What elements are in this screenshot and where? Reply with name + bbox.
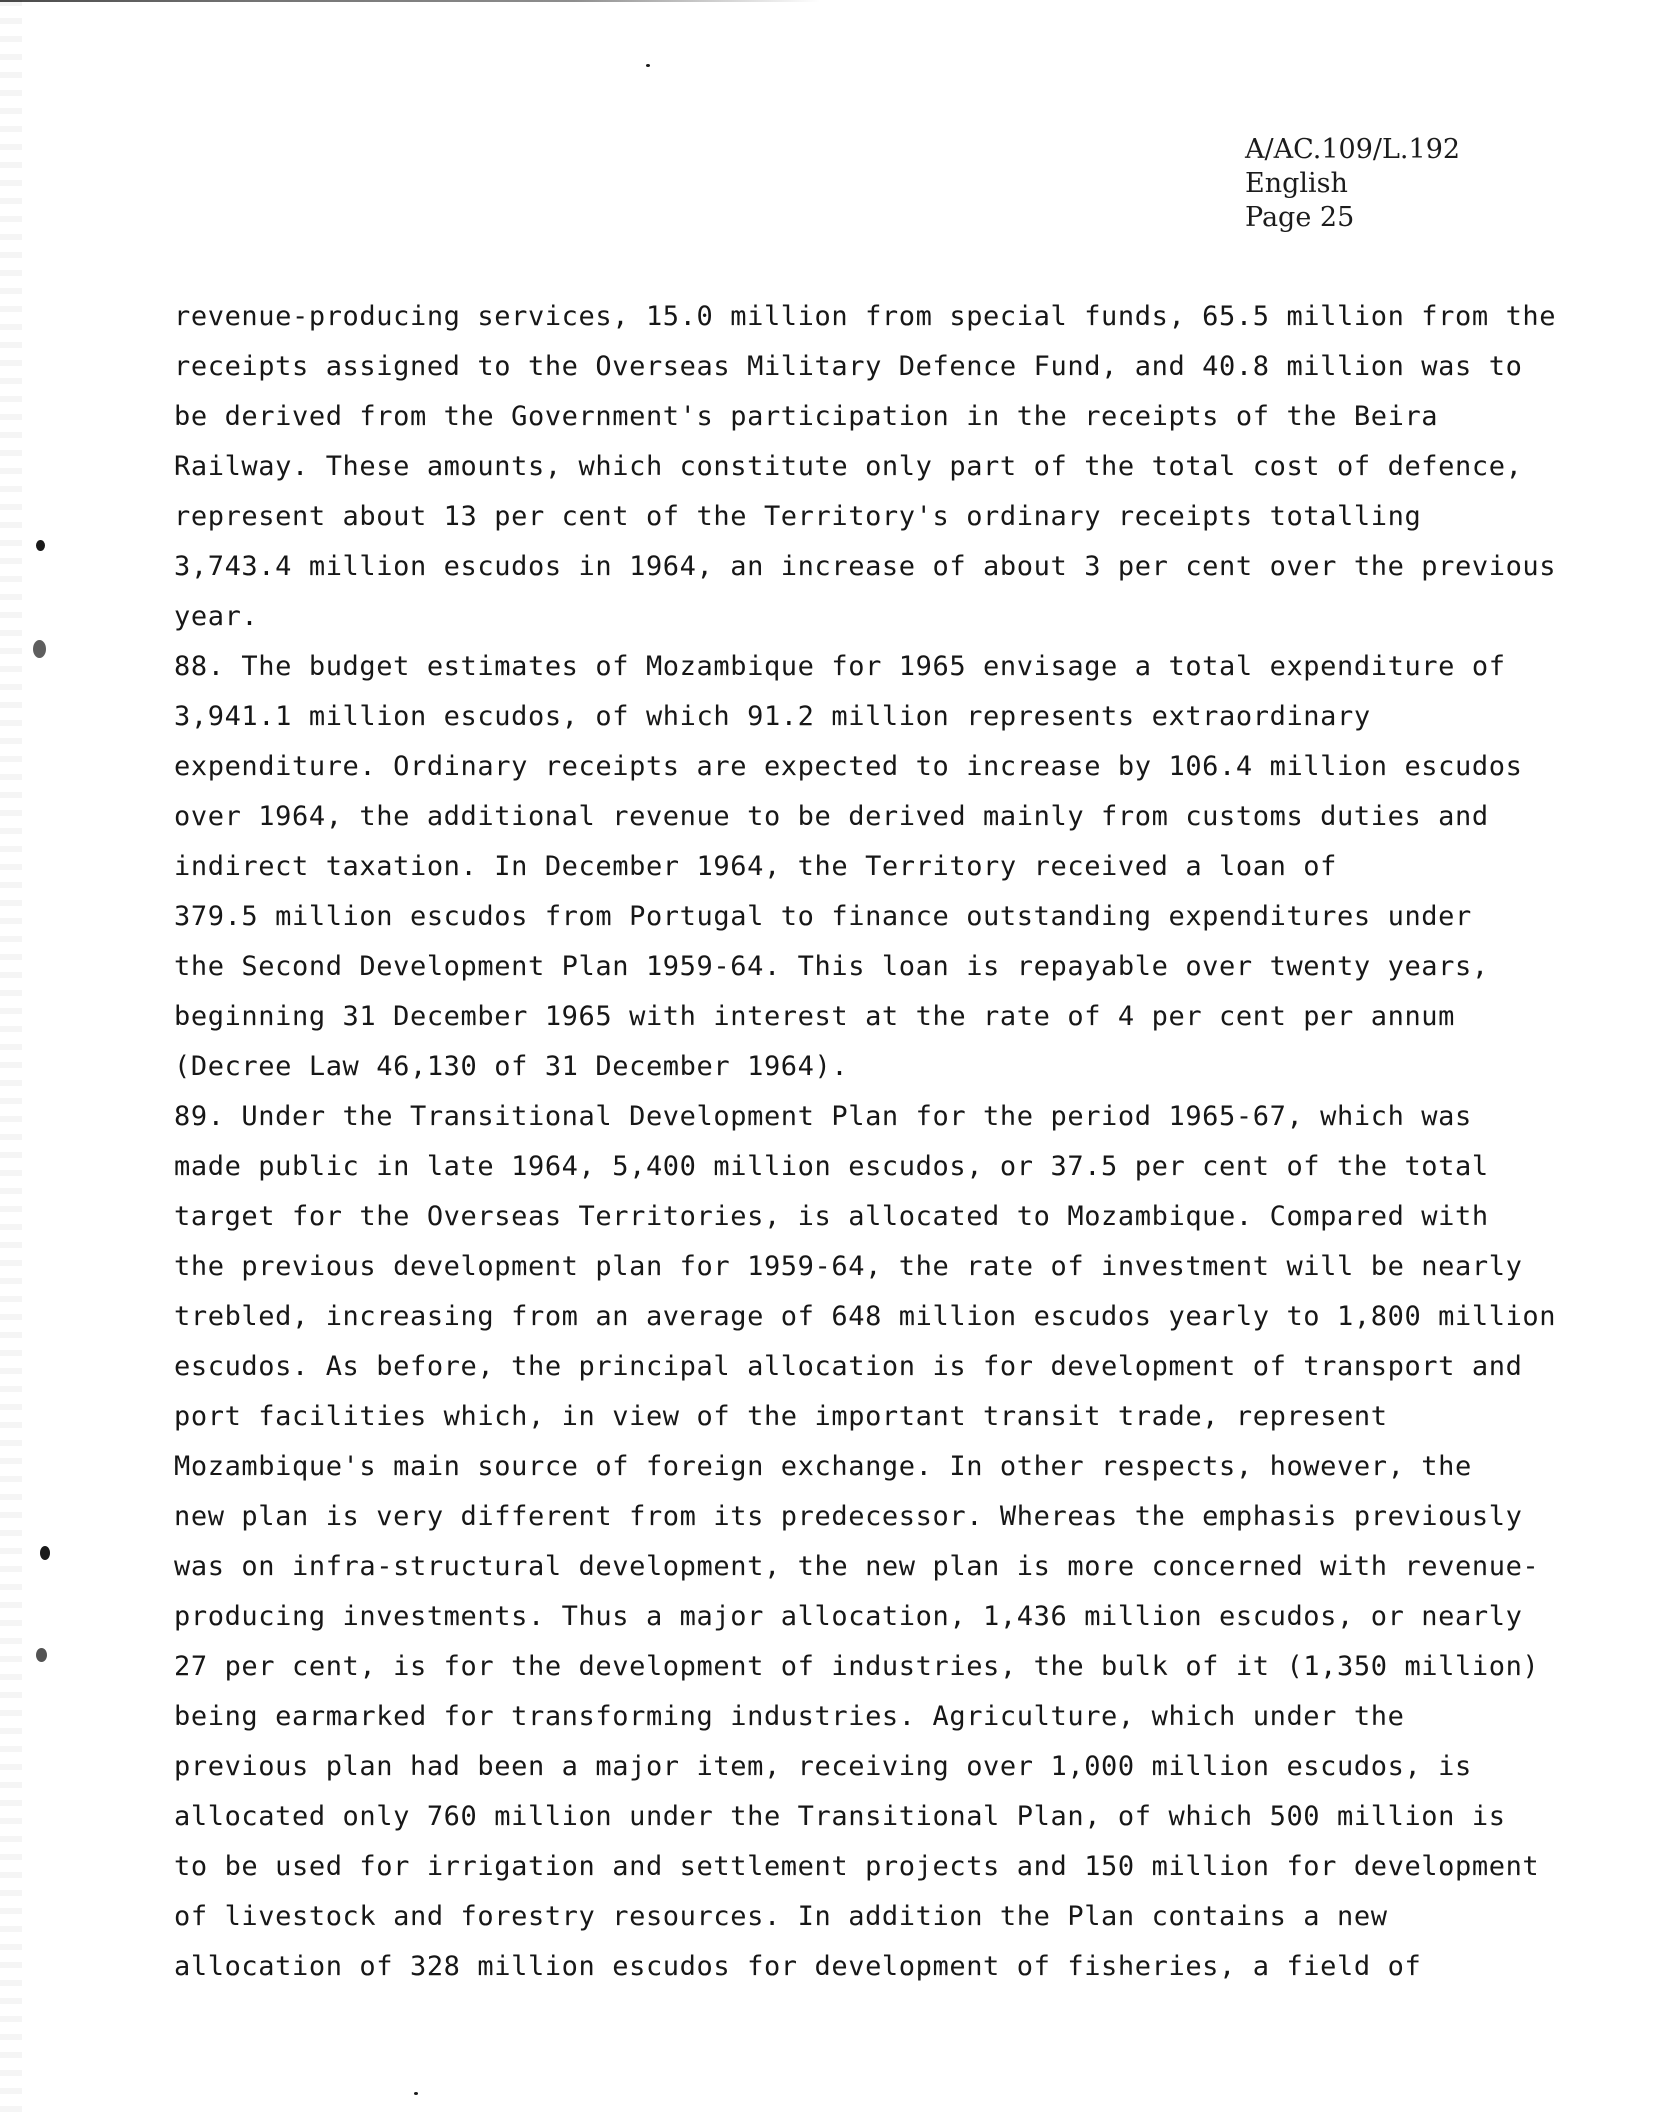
document-header (1245, 133, 1460, 235)
scan-left-edge-artifact (0, 0, 22, 2112)
text-line: new plan is very different from its predecessor. Whereas the emphasis previously (174, 1501, 1523, 1532)
binding-hole-mark (36, 1648, 47, 1662)
text-line: be derived from the Government's participation in the receipts of the Beira (174, 401, 1439, 432)
text-line: year. (174, 601, 259, 632)
text-line: being earmarked for transforming industries. Agriculture, which under the (174, 1701, 1405, 1732)
text-line: was on infra-structural development, the new plan is more concerned with revenue- (174, 1551, 1540, 1582)
scan-speck (414, 2092, 418, 2095)
paragraph-88-start: 88. The budget estimates of Mozambique for 1965 envisage a total expenditure of (174, 651, 1506, 682)
text-line: the previous development plan for 1959-64, the rate of investment will be nearly (174, 1251, 1523, 1282)
text-line: producing investments. Thus a major allocation, 1,436 million escudos, or nearly (174, 1601, 1523, 1632)
binding-hole-mark (36, 540, 45, 551)
text-line: over 1964, the additional revenue to be derived mainly from customs duties and (174, 801, 1489, 832)
text-line: Railway. These amounts, which constitute only part of the total cost of defence, (174, 451, 1523, 482)
text-line: indirect taxation. In December 1964, the Territory received a loan of (174, 851, 1338, 882)
text-line: allocation of 328 million escudos for development of fisheries, a field of (174, 1951, 1422, 1982)
text-line: beginning 31 December 1965 with interest at the rate of 4 per cent per annum (174, 1001, 1456, 1032)
binding-hole-mark (40, 1546, 50, 1560)
text-line: expenditure. Ordinary receipts are expected to increase by 106.4 million escudos (174, 751, 1523, 782)
text-line: target for the Overseas Territories, is allocated to Mozambique. Compared with (174, 1201, 1489, 1232)
text-line: trebled, increasing from an average of 648 million escudos yearly to 1,800 million (174, 1301, 1557, 1332)
page-number: Page 25 (1245, 202, 1355, 233)
scan-speck (646, 64, 650, 67)
paragraph-89-start: 89. Under the Transitional Development Plan for the period 1965-67, which was (174, 1101, 1472, 1132)
text-line: Mozambique's main source of foreign exchange. In other respects, however, the (174, 1451, 1472, 1482)
text-line: 3,743.4 million escudos in 1964, an increase of about 3 per cent over the previous (174, 551, 1557, 582)
text-line: to be used for irrigation and settlement projects and 150 million for development (174, 1851, 1540, 1882)
text-line: receipts assigned to the Overseas Military Defence Fund, and 40.8 million was to (174, 351, 1523, 382)
binding-hole-mark (33, 640, 46, 658)
text-line: the Second Development Plan 1959-64. This loan is repayable over twenty years, (174, 951, 1489, 982)
body-text (174, 292, 1557, 1992)
text-line: 27 per cent, is for the development of industries, the bulk of it (1,350 million) (174, 1651, 1540, 1682)
text-line: represent about 13 per cent of the Territory's ordinary receipts totalling (174, 501, 1422, 532)
scan-top-edge-artifact (0, 0, 820, 2)
text-line: 3,941.1 million escudos, of which 91.2 million represents extraordinary (174, 701, 1371, 732)
text-line: (Decree Law 46,130 of 31 December 1964). (174, 1051, 849, 1082)
text-line: revenue-producing services, 15.0 million from special funds, 65.5 million from the (174, 301, 1557, 332)
text-line: escudos. As before, the principal allocation is for development of transport and (174, 1351, 1523, 1382)
document-language: English (1245, 168, 1348, 199)
text-line: port facilities which, in view of the important transit trade, represent (174, 1401, 1388, 1432)
document-symbol: A/AC.109/L.192 (1245, 134, 1461, 165)
text-line: made public in late 1964, 5,400 million escudos, or 37.5 per cent of the total (174, 1151, 1489, 1182)
text-line: of livestock and forestry resources. In addition the Plan contains a new (174, 1901, 1388, 1932)
text-line: 379.5 million escudos from Portugal to finance outstanding expenditures under (174, 901, 1472, 932)
text-line: previous plan had been a major item, receiving over 1,000 million escudos, is (174, 1751, 1472, 1782)
text-line: allocated only 760 million under the Transitional Plan, of which 500 million is (174, 1801, 1506, 1832)
